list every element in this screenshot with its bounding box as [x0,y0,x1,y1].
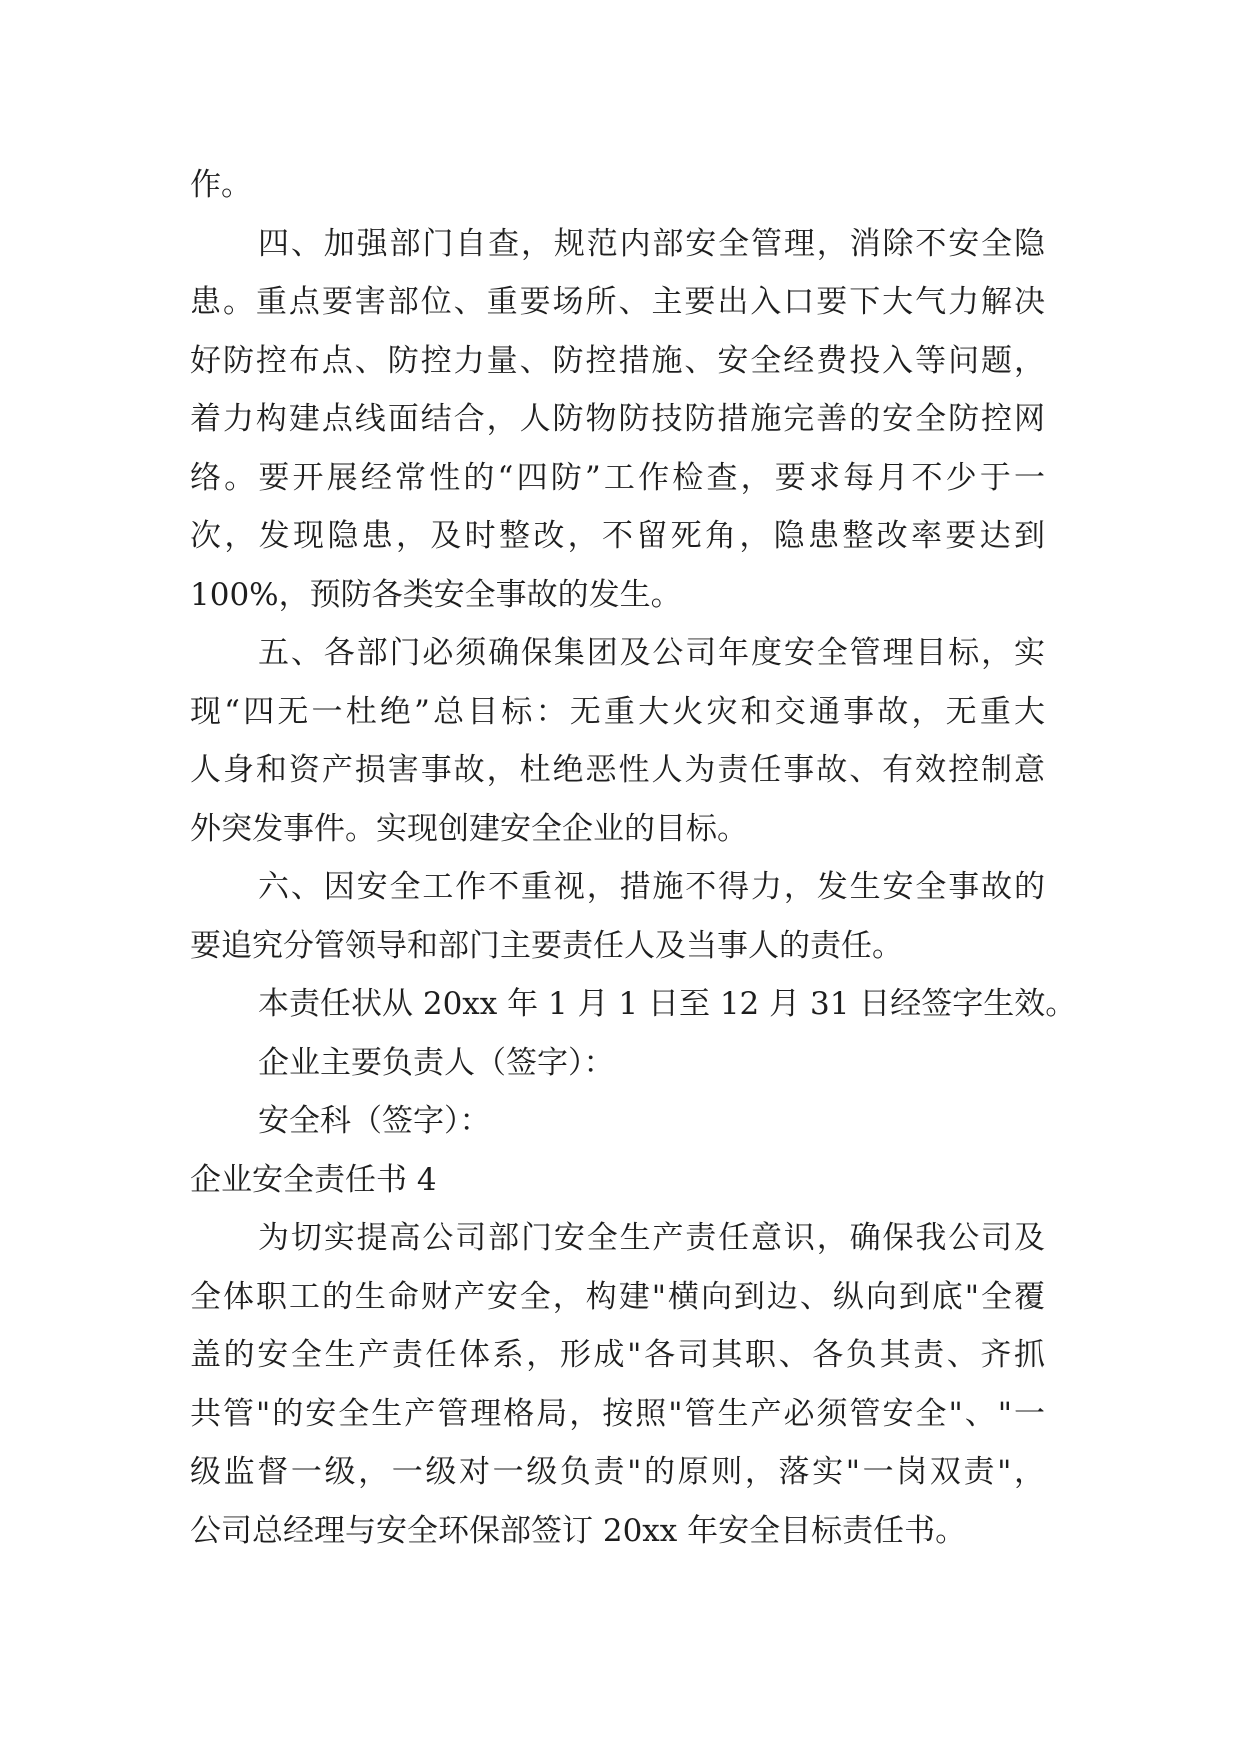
text-line: 要追究分管领导和部门主要责任人及当事人的责任。 [190,927,903,964]
text-line: 四、加强部门自查，规范内部安全管理，消除不安全隐 [258,225,1045,262]
effective-clause: 本责任状从 20xx 年 1 月 1 日至 12 月 31 日经签字生效。 [258,986,1077,1022]
section-title: 企业安全责任书 4 [190,1161,437,1198]
text-line: 100%，预防各类安全事故的发生。 [190,576,682,613]
text-line: 盖的安全生产责任体系，形成"各司其职、各负其责、齐抓 [190,1337,1045,1373]
text-line: 五、各部门必须确保集团及公司年度安全管理目标，实 [258,635,1045,671]
text-line: 级监督一级，一级对一级负责"的原则，落实"一岗双责"， [190,1454,1045,1490]
text-line: 外突发事件。实现创建安全企业的目标。 [190,810,748,847]
text-line: 好防控布点、防控力量、防控措施、安全经费投入等问题， [190,342,1045,379]
text-line: 公司总经理与安全环保部签订 20xx 年安全目标责任书。 [190,1512,967,1549]
signature-safety-field: 安全科（签字）： [258,1103,491,1139]
text-line: 人身和资产损害事故，杜绝恶性人为责任事故、有效控制意 [190,752,1045,788]
text-line: 现“四无一杜绝”总目标：无重大火灾和交通事故，无重大 [190,693,1045,730]
text-line: 共管"的安全生产管理格局，按照"管生产必须管安全"、"一 [190,1395,1045,1432]
text-line: 着力构建点线面结合，人防物防技防措施完善的安全防控网 [190,401,1045,437]
text-line: 络。要开展经常性的“四防”工作检查，要求每月不少于一 [190,459,1045,496]
document-body [190,156,1077,1560]
text-line: 为切实提高公司部门安全生产责任意识，确保我公司及 [258,1220,1045,1256]
text-line: 全体职工的生命财产安全，构建"横向到边、纵向到底"全覆 [190,1278,1045,1315]
text-line: 患。重点要害部位、重要场所、主要出入口要下大气力解决 [190,284,1045,320]
text-line: 作。 [190,167,252,203]
signature-leader-field: 企业主要负责人（签字）： [258,1044,615,1081]
text-line: 六、因安全工作不重视，措施不得力，发生安全事故的 [258,869,1045,905]
text-line: 次，发现隐患，及时整改，不留死角，隐患整改率要达到 [190,518,1045,554]
